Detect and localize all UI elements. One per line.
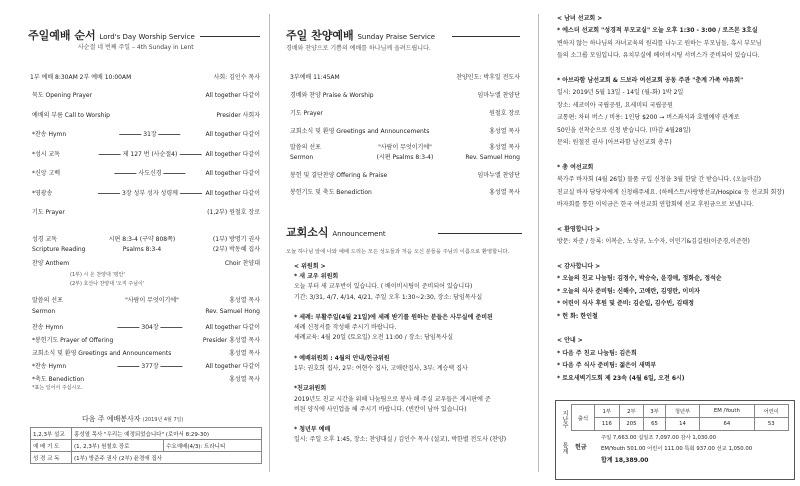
- text-line: * 오늘의 친교 나눔팀: 김정수, 박승숙, 윤경애, 정화순, 정석순: [557, 275, 722, 283]
- order-row-leader: 홍성열 목사: [489, 128, 520, 135]
- order-row-leader: Presider 사회자: [216, 111, 260, 119]
- text-line: * 예배위원회 : 4월의 안내/헌금위원: [294, 354, 390, 362]
- order-row-label: *신앙 고백: [32, 170, 61, 177]
- text-line: 세례 신청서를 작성해 주시기 바랍니다.: [294, 324, 397, 332]
- text-line: 문의: 원철진 권사 (아브라함 남선교회 총무): [557, 139, 672, 146]
- text-line: 들의 소그룹 모임입니다. 유치부실에 베이비시팅 서비스가 준비되어 있습니다.: [557, 52, 760, 60]
- news-title: 교회소식 Announcement: [286, 226, 386, 239]
- text-line: 세례교육: 4월 20일 (토요일) 오전 11:00 / 장소: 담임목사실: [294, 334, 454, 342]
- order-row-label: 묵도 Opening Prayer: [32, 92, 93, 99]
- order-row-label: *축도 Benediction: [32, 376, 85, 383]
- money-label: 헌금: [575, 444, 587, 451]
- order-row-label: *찬송 Hymn: [32, 363, 67, 370]
- text-line: 일시: 주일 오후 1:45, 장소: 찬양대실 / 김인수 목사 (설교), 박한별 전도사 (찬양): [294, 436, 507, 444]
- text-line: * 토요새벽기도회 제 23속 (4월 6일, 오전 6시): [557, 374, 685, 382]
- text-line: 장소: 세코이아 국립공원, 요세미티 국립공원: [557, 101, 673, 109]
- text-line: * 아브라함 남선교회 & 드보라 여선교회 공동 주관 "춘계 가족 야유회": [557, 77, 744, 84]
- text-line: *친교위원회: [294, 385, 327, 393]
- text-line: 비된 양식에 사인업을 해 주시기 바랍니다. (빈칸이 남아 있습니다): [294, 405, 467, 413]
- next-week-table: 1,2,3부 설교 홍성열 목사 "우리는 예정되었습니다" (로마서 8:29-30) 예 배 기 도 (1, 2,3부) 원철호 장로 수요예배(4/3): 트라니티 성 경 교 독 (1부) 방준주 권사 (2부) 윤경애 집사: [30, 427, 262, 464]
- text-line: 2019년도 친교 시간을 위해 나눔팀으로 봉사 해 주실 교우들은 게시판에 준: [294, 395, 491, 403]
- attendance-header: 1부: [595, 405, 620, 418]
- text-line: 1부: 권호희 집사, 2부: 여현수 집사, 고애란집사, 3부: 계승택 집사: [294, 365, 468, 372]
- text-line: * 세례: 부활주일(4월 21일)에 세례 받기를 원하는 분들은 사무실에 준비된: [294, 314, 493, 321]
- attendance-header: 3부: [644, 405, 666, 418]
- order-row-label: 예배의 부름 Call to Worship: [32, 111, 110, 119]
- order-row-label: 교회소식 및 환영 Greetings and Announcements: [290, 128, 430, 135]
- order-row-leader: All together 다같이: [205, 324, 260, 331]
- order-row-label: *성시 교독: [32, 150, 61, 158]
- order-row-leader: All together 다같이: [205, 92, 260, 99]
- text-line: 50인을 선착순으로 신청 받습니다. (마감 4월28일): [557, 126, 691, 134]
- order-row-detail: 제 127 번 (사순절4): [122, 150, 178, 158]
- text-line: < 감사합니다 >: [557, 263, 601, 270]
- attendance-value: 53: [754, 418, 788, 431]
- attendance-value: 205: [619, 418, 644, 431]
- order-row-leader: Presider 홍성열 목사: [202, 337, 260, 344]
- money-row-1: 주일 7,663.00 십일조 7,097.00 감사 1,030.00: [601, 435, 716, 441]
- order-row-leader: All together 다같이: [205, 150, 260, 158]
- news-intro: 오늘 하나님 앞에 나와 예배 드리는 모든 성도들과 처음 오신 분들을 주님의 이름으로 환영합니다.: [286, 249, 510, 255]
- order-row-label: 기도 Prayer: [290, 110, 323, 117]
- order-row-detail: 사도신경: [138, 170, 162, 177]
- order-row-label: 기도 Prayer: [32, 209, 65, 216]
- text-line: * 다음 주 식사 준비팀: 젊은이 새멱부: [557, 362, 657, 370]
- order-row-label: 봉헌기도 및 축도 Benediction: [290, 189, 372, 196]
- praise-rule: [452, 36, 520, 37]
- text-line: < 안내 >: [557, 337, 583, 345]
- order-row-detail: 304장: [141, 324, 159, 331]
- text-line: * 청년부 예배: [294, 426, 331, 434]
- order-row-leader: (1,2부) 원철호 장로: [207, 209, 260, 216]
- next-week-title: 다음 주 예배봉사자 (2019년 4월 7일): [82, 415, 184, 423]
- text-line: 바자회를 통한 이익금은 한국 여선교회 연합회에 선교 후원금으로 보냅니다.: [557, 201, 754, 208]
- text-line: 기간: 3/31, 4/7, 4/14, 4/21, 주일 오후 1:30~2:30, 장소: 담임목사실: [294, 293, 483, 301]
- anthem-line-1: (1부) 시 온 찬양대 '평안': [70, 272, 125, 278]
- order-row-leader: All together 다같이: [205, 363, 260, 370]
- text-line: 친교실 바자 담당자에게 신청해주세요. (하베스트/사랑방선교/Hospice 등 선교회 회장): [557, 188, 785, 196]
- lords-day-column: 주일예배 순서 Lord's Day Worship Service 사순절 네 번째 주일 – 4th Sunday in Lent 1부 예배 8:30AM 2부 예배 10:00AM 사회: 김인수 목사 묵도 Opening Prayer All together 다같이 예배의 부름 Call to Worship Presider 사회자 *찬송 Hymn 31장 All together 다같이 *성시 교독 제 127 번 (사순절4) All together 다같이 *신앙 고백 사도신경 All together 다같이 *영광송 3장 성부 성자 성령께 All together 다같이 기도 Prayer (1,2부) 원철호 장로 성경 교독 시편 8:3-4 (구약 808쪽) (1부) 방명기 권사 Scripture Reading Psalms 8:3-4 (2부) 박동혜 집사 찬양 Anthem Choir 찬양대 (1부) 시 온 찬양대 '평안' (2부) 호산나 찬양대 '오직 주님이' 말씀의 선포 "사람이 무엇이기에" 홍성열 목사 Sermon Rev. Samuel Hong 찬송 Hymn 304장 All together 다같이 *봉헌기도 Prayer of Offering Presider 홍성열 목사 교회소식 및 환영 Greetings and Announcements 홍성열 목사 *찬송 Hymn 377장 All together 다같이 *축도 Benediction 홍성열 목사 *표는 일어서 주십시오. 다음 주 예배봉사자 (2019년 4월 7일) 1,2,3부 설교 홍성열 목사 "우리는 예정되었습니다" (로마서 8:29-30) 예 배 기 도 (1, 2,3부) 원철호 장로 수요예배(4/3): 트라니티 성 경 교 독 (1부) 방준주 권사 (2부) 윤경애 집사: [0, 0, 266, 486]
- text-line: 변하지 않는 하나님의 자녀교육의 원리를 나누고 원하는 부모님들, 혹시 부모님: [557, 39, 762, 47]
- offering-total: 합계 18,389.00: [601, 457, 649, 464]
- attendance-value: 14: [665, 418, 699, 431]
- text-line: 북가주 바자회 (4월 26일) 물품 구입 신청을 3월 한달 간 받습니다. (오늘마감): [557, 176, 762, 184]
- order-row-detail: 31장: [143, 131, 157, 138]
- order-row-leader: 홍성열 목사: [229, 350, 260, 357]
- order-row-detail: 3장 성부 성자 성령께: [122, 189, 178, 197]
- column-divider-2: [538, 14, 539, 472]
- title-rule: [200, 36, 260, 37]
- text-line: 오늘 부터 새 교우반이 있습니다. ( 베이비시팅이 준비되어 있습니다): [294, 283, 473, 291]
- attendance-value: 116: [595, 418, 620, 431]
- text-line: * 다음 주 친교 나눔팀: 김은희: [557, 349, 637, 357]
- offering-side-2: 통계: [561, 442, 568, 454]
- order-row-leader: All together 다같이: [205, 170, 260, 177]
- order-row-leader: 홍성열 목사: [229, 376, 260, 383]
- text-line: * 새 교우 위원회: [294, 273, 339, 281]
- order-row-label: 교회소식 및 환영 Greetings and Announcements: [32, 350, 172, 357]
- order-row-leader: 홍성열 목사: [489, 189, 520, 196]
- text-line: * 어린이 식사 후원 및 준비: 김순일, 김수빈, 김태정: [557, 300, 694, 308]
- announcements-column: [545, 0, 800, 486]
- order-row-detail: 377장: [141, 363, 159, 370]
- text-line: 교통편: 차터 버스 / 비용: 1인당 $200 → 버스좌석과 호텔예약 관계로: [557, 114, 740, 122]
- attendance-header: 2부: [619, 405, 644, 418]
- order-row-leader: 임마누엘 찬양단: [477, 172, 520, 179]
- order-row-leader: All together 다같이: [205, 131, 260, 138]
- lords-day-subtitle: 사순절 네 번째 주일 – 4th Sunday in Lent: [78, 44, 194, 51]
- text-line: * 총 여선교회: [557, 163, 594, 171]
- money-row-2: EM/Youth 501.00 어린이 111.00 특회 937.00 선교 1,050.00: [601, 446, 753, 452]
- attendance-value: 64: [700, 418, 754, 431]
- order-row-leader: All together 다같이: [205, 189, 260, 197]
- praise-column: 주일 찬양예배 Sunday Praise Service 경배와 찬양으로 기쁨의 예배를 하나님께 올려드립니다. 3부예배 11:45AM 찬양인도: 박후일 전도사 경배와 찬양 Praise & Worship 임마누엘 찬양단 기도 Prayer 원철호 장로 교회소식 및 환영 Greetings and Announcements 홍성열 목사 말씀의 선포 "사람이 무엇이기에" 홍성열 목사 Sermon (시편 Psalms 8:3-4) Rev. Samuel Hong 봉헌 및 결단찬양 Offering & Praise 임마누엘 찬양단 봉헌기도 및 축도 Benediction 홍성열 목사 교회소식 Announcement 오늘 하나님 앞에 나와 예배 드리는 모든 성도들과 처음 오신 분들을 주님의 이름으로 환영합니다. < 위원회 > * 새 교우 위원회 오늘 부터 새 교우반이 있습니다. ( 베이비시팅이 준비되어 있습니다) 기간: 3/31, 4/7, 4/14, 4/21, 주일 오후 1:30~2:30, 장소: 담임목사실 * 세례: 부활주일(4월 21일)에 세례 받기를 원하는 분들은 사무실에 준비된 세례 신청서를 작성해 주시기 바랍니다. 세례교육: 4월 20일 (토요일) 오전 11:00 / 장소: 담임목사실 * 예배위원회 : 4월의 안내/헌금위원 1부: 권호희 집사, 2부: 여현수 집사, 고애란집사, 3부: 계승택 집사 *친교위원회 2019년도 친교 시간을 위해 나눔팀으로 봉사 해 주실 교우들은 게시판에 준 비된 양식에 사인업을 해 주시기 바랍니다. (빈칸이 남아 있습니다) * 청년부 예배 일시: 주일 오후 1:45, 장소: 찬양대실 / 김인수 목사 (설교), 박한별 전도사 (찬양): [286, 29, 520, 444]
- order-row-label: *봉헌기도 Prayer of Offering: [32, 337, 114, 344]
- order-row-label: 경배와 찬양 Praise & Worship: [290, 92, 374, 99]
- text-line: * 헌 화: 한인철: [557, 312, 598, 320]
- text-line: < 위원회 >: [294, 263, 326, 270]
- text-line: 방문: 차준 / 등록: 이복순, 노성규, 노수자, 이민기&김길원(이준경,이준현): [557, 238, 750, 246]
- order-row-label: 찬송 Hymn: [32, 324, 64, 331]
- order-row-label: *영광송: [32, 189, 53, 197]
- text-line: 일시: 2019년 5월 13일 - 14일 (월-화) 1박 2일: [557, 89, 684, 97]
- order-row-leader: 원철호 장로: [489, 110, 520, 117]
- news-rule: [438, 233, 522, 234]
- stand-note: *표는 일어서 주십시오.: [32, 385, 83, 391]
- text-line: < 남녀 선교회 >: [557, 15, 603, 22]
- attendance-header: 어린이: [754, 405, 788, 418]
- order-row-label: *찬송 Hymn: [32, 131, 67, 138]
- text-line: < 환영합니다 >: [557, 225, 601, 233]
- text-line: * 에스더 선교회 "성경적 부모교실" 오늘 오후 1:30 - 3:00 / 로즈몬 3호실: [557, 27, 758, 35]
- attendance-header: 청년부: [665, 405, 699, 418]
- order-row-leader: 임마누엘 찬양단: [477, 92, 520, 99]
- anthem-line-2: (2부) 호산나 찬양대 '오직 주님이': [70, 281, 145, 287]
- attendance-value: 65: [644, 418, 666, 431]
- text-line: * 오늘의 식사 준비팀: 신해수, 고애란, 김영란, 이미자: [557, 287, 700, 295]
- offering-side-1: 지난주: [561, 410, 568, 428]
- praise-title: 주일 찬양예배 Sunday Praise Service: [286, 29, 436, 42]
- order-row-label: 봉헌 및 결단찬양 Offering & Praise: [290, 172, 388, 179]
- praise-subtitle: 경배와 찬양으로 기쁨의 예배를 하나님께 올려드립니다.: [286, 45, 431, 52]
- attendance-header: EM /Youth: [700, 405, 754, 418]
- lords-day-title: 주일예배 순서 Lord's Day Worship Service: [28, 29, 195, 42]
- attendance-table: 출석 1부 2부 3부 청년부 EM /Youth 어린이 116 205 65 14 64 53: [571, 404, 789, 431]
